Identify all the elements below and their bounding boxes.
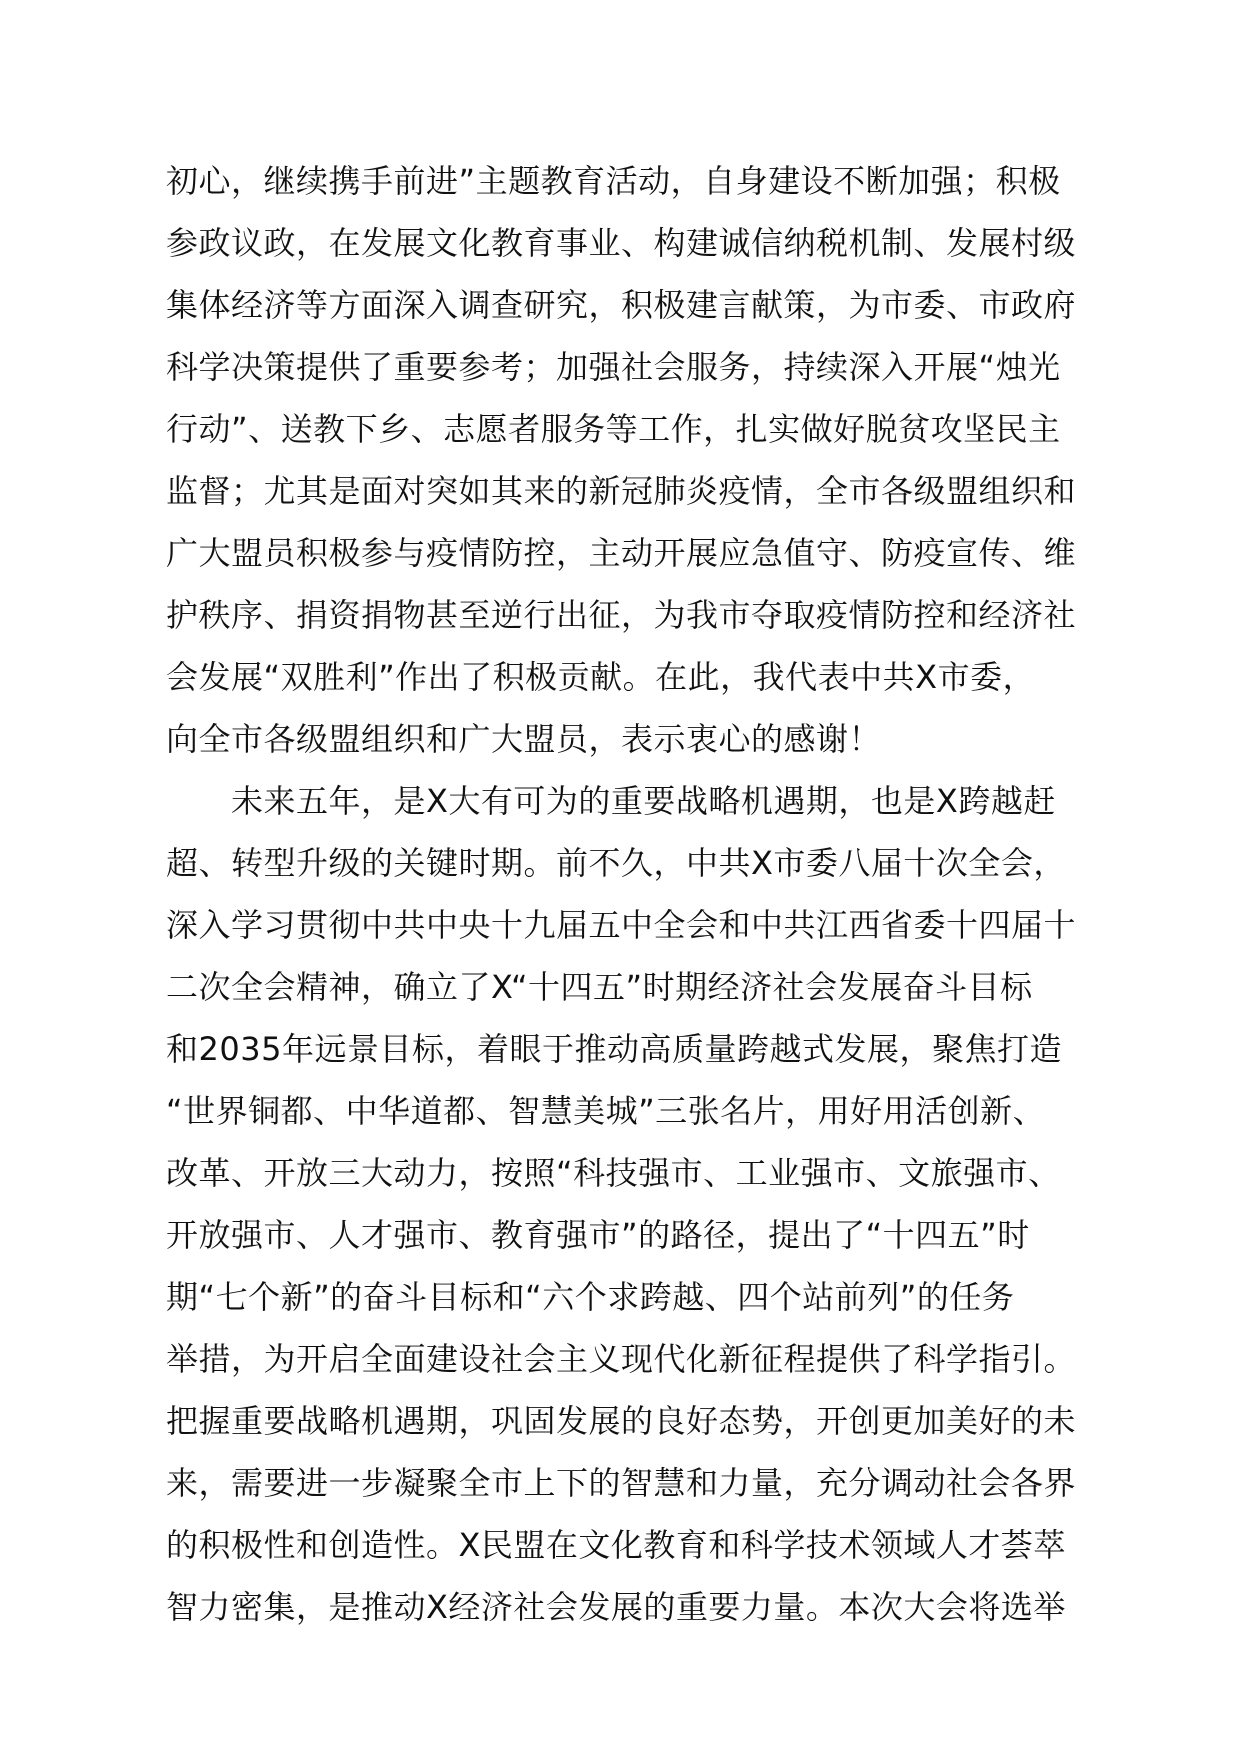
text-line: 超、转型升级的关键时期。前不久，中共X市委八届十次全会，	[166, 844, 1066, 882]
text-line: 监督；尤其是面对突如其来的新冠肺炎疫情，全市各级盟组织和	[166, 472, 1077, 510]
text-line: 科学决策提供了重要参考；加强社会服务，持续深入开展“烛光	[166, 348, 1061, 386]
text-line: 来，需要进一步凝聚全市上下的智慧和力量，充分调动社会各界	[166, 1464, 1077, 1502]
text-line: 智力密集，是推动X经济社会发展的重要力量。本次大会将选举	[166, 1588, 1066, 1626]
text-line: “世界铜都、中华道都、智慧美城”三张名片，用好用活创新、	[166, 1092, 1046, 1130]
text-line: 广大盟员积极参与疫情防控，主动开展应急值守、防疫宣传、维	[166, 534, 1077, 572]
text-line: 开放强市、人才强市、教育强市”的路径，提出了“十四五”时	[166, 1216, 1030, 1254]
text-line: 改革、开放三大动力，按照“科技强市、工业强市、文旅强市、	[166, 1154, 1061, 1192]
text-line: 参政议政，在发展文化教育事业、构建诚信纳税机制、发展村级	[166, 224, 1077, 262]
text-line: 和2035年远景目标，着眼于推动高质量跨越式发展，聚焦打造	[166, 1030, 1062, 1068]
text-line: 会发展“双胜利”作出了积极贡献。在此，我代表中共X市委，	[166, 658, 1036, 696]
text-line: 的积极性和创造性。X民盟在文化教育和科学技术领域人才荟萃	[166, 1526, 1066, 1564]
text-line: 举措，为开启全面建设社会主义现代化新征程提供了科学指引。	[166, 1340, 1077, 1378]
paragraph-start-line: 未来五年，是X大有可为的重要战略机遇期，也是X跨越赶	[231, 782, 1056, 820]
text-line: 二次全会精神，确立了X“十四五”时期经济社会发展奋斗目标	[166, 968, 1033, 1006]
body-text	[166, 150, 1126, 1638]
text-line: 护秩序、捐资捐物甚至逆行出征，为我市夺取疫情防控和经济社	[166, 596, 1077, 634]
text-line: 行动”、送教下乡、志愿者服务等工作，扎实做好脱贫攻坚民主	[166, 410, 1061, 448]
text-line: 把握重要战略机遇期，巩固发展的良好态势，开创更加美好的未	[166, 1402, 1077, 1440]
text-line: 初心，继续携手前进”主题教育活动，自身建设不断加强；积极	[166, 162, 1061, 200]
text-line: 集体经济等方面深入调查研究，积极建言献策，为市委、市政府	[166, 286, 1077, 324]
text-line: 期“七个新”的奋斗目标和“六个求跨越、四个站前列”的任务	[166, 1278, 1015, 1316]
text-line: 向全市各级盟组织和广大盟员，表示衷心的感谢！	[166, 720, 882, 758]
text-line: 深入学习贯彻中共中央十九届五中全会和中共江西省委十四届十	[166, 906, 1077, 944]
